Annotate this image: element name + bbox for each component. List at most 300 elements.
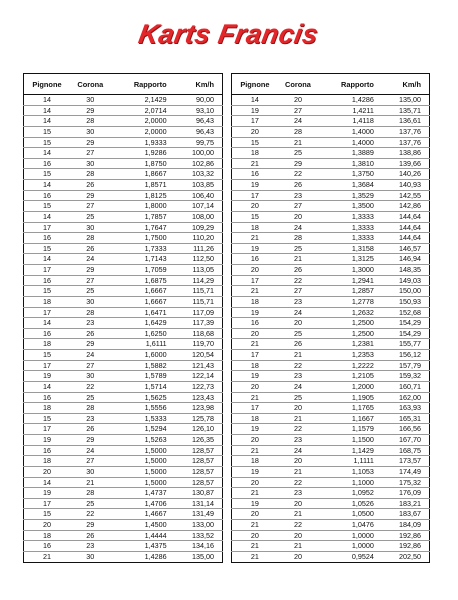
pignone-cell: 21 — [232, 488, 278, 499]
corona-cell: 22 — [278, 360, 318, 371]
pignone-cell: 16 — [24, 328, 71, 339]
rapporto-cell: 1,0526 — [318, 498, 382, 509]
table-row — [232, 509, 430, 520]
table-row — [24, 275, 223, 286]
corona-cell: 26 — [278, 180, 318, 191]
pignone-cell: 17 — [232, 190, 278, 201]
pignone-cell: 18 — [24, 339, 71, 350]
pignone-cell: 15 — [232, 211, 278, 222]
corona-cell: 23 — [278, 371, 318, 382]
table-row — [232, 477, 430, 488]
corona-cell: 30 — [70, 95, 111, 106]
corona-cell: 21 — [70, 477, 111, 488]
corona-cell: 20 — [278, 498, 318, 509]
kmh-cell: 150,93 — [382, 296, 430, 307]
rapporto-cell: 1,0000 — [318, 530, 382, 541]
kmh-cell: 202,50 — [399, 551, 421, 561]
corona-cell: 26 — [70, 243, 111, 254]
corona-cell: 26 — [278, 265, 318, 276]
kmh-cell: 166,56 — [382, 424, 430, 435]
corona-cell: 23 — [278, 296, 318, 307]
kmh-cell: 115,71 — [175, 296, 223, 307]
corona-cell: 28 — [278, 126, 318, 137]
rapporto-cell: 1,3889 — [318, 148, 382, 159]
corona-cell: 30 — [70, 466, 111, 477]
rapporto-cell: 1,2857 — [318, 286, 382, 297]
table-row — [232, 126, 430, 137]
table-row — [232, 530, 430, 541]
pignone-cell: 19 — [232, 424, 278, 435]
table-row — [232, 318, 430, 329]
pignone-cell: 15 — [24, 137, 71, 148]
corona-cell: 23 — [278, 435, 318, 446]
rapporto-cell: 1,8750 — [111, 158, 175, 169]
rapporto-cell: 1,5000 — [111, 466, 175, 477]
table-row — [24, 105, 223, 116]
pignone-cell: 15 — [24, 413, 71, 424]
corona-cell: 24 — [70, 254, 111, 265]
table-row — [24, 424, 223, 435]
kmh-cell: 109,29 — [175, 222, 223, 233]
kmh-cell: 154,29 — [382, 328, 430, 339]
rapporto-cell: 2,0000 — [111, 116, 175, 127]
corona-cell: 24 — [70, 350, 111, 361]
pignone-cell: 14 — [24, 211, 71, 222]
corona-cell: 29 — [70, 105, 111, 116]
rapporto-cell: 1,6667 — [111, 296, 175, 307]
kmh-cell: 106,40 — [175, 190, 223, 201]
pignone-cell: 19 — [24, 371, 71, 382]
kmh-cell: 184,09 — [382, 520, 430, 531]
rapporto-cell: 1,6875 — [111, 275, 175, 286]
rapporto-cell: 1,4375 — [111, 541, 175, 552]
pignone-cell: 20 — [232, 201, 278, 212]
table-row — [24, 509, 223, 520]
rapporto-cell: 1,3750 — [318, 169, 382, 180]
table-row — [232, 296, 430, 307]
kmh-cell: 159,32 — [382, 371, 430, 382]
rapporto-cell: 1,3333 — [318, 211, 382, 222]
rapporto-cell: 2,0000 — [111, 126, 175, 137]
kmh-cell: 131,14 — [175, 498, 223, 509]
rapporto-cell: 0,9524 — [351, 551, 374, 561]
rapporto-cell: 1,2105 — [318, 371, 382, 382]
table-row — [24, 530, 223, 541]
pignone-cell: 14 — [24, 477, 71, 488]
corona-cell: 27 — [278, 105, 318, 116]
kmh-cell: 133,52 — [175, 530, 223, 541]
pignone-cell: 14 — [24, 116, 71, 127]
kmh-cell: 114,29 — [175, 275, 223, 286]
table-row — [24, 339, 223, 350]
kmh-cell: 176,09 — [382, 488, 430, 499]
pignone-cell: 17 — [232, 350, 278, 361]
table-row — [24, 360, 223, 371]
kmh-cell: 163,93 — [382, 403, 430, 414]
corona-cell: 29 — [70, 137, 111, 148]
pignone-cell: 17 — [232, 275, 278, 286]
corona-cell: 24 — [278, 307, 318, 318]
kmh-cell: 142,55 — [382, 190, 430, 201]
rapporto-cell: 2,0714 — [111, 105, 175, 116]
rapporto-cell: 1,2222 — [318, 360, 382, 371]
corona-cell: 25 — [70, 498, 111, 509]
table-row — [24, 350, 223, 361]
kmh-cell: 117,39 — [175, 318, 223, 329]
corona-cell: 29 — [70, 435, 111, 446]
rapporto-cell: 1,8667 — [111, 169, 175, 180]
pignone-cell: 20 — [232, 477, 278, 488]
table-row — [24, 392, 223, 403]
corona-cell: 25 — [278, 148, 318, 159]
corona-cell: 29 — [70, 339, 111, 350]
pignone-cell: 21 — [232, 392, 278, 403]
corona-cell: 28 — [70, 488, 111, 499]
corona-cell: 27 — [278, 286, 318, 297]
table-header-row — [232, 74, 430, 95]
corona-cell: 22 — [278, 275, 318, 286]
table-row — [24, 381, 223, 392]
pignone-cell: 17 — [24, 360, 71, 371]
rapporto-cell: 1,4000 — [318, 126, 382, 137]
kmh-cell: 183,67 — [382, 509, 430, 520]
corona-cell: 25 — [278, 243, 318, 254]
pignone-cell: 19 — [232, 466, 278, 477]
kmh-cell: 149,03 — [382, 275, 430, 286]
rapporto-cell: 1,4706 — [111, 498, 175, 509]
pignone-cell: 19 — [232, 498, 278, 509]
pignone-cell: 14 — [24, 180, 71, 191]
table-row — [24, 307, 223, 318]
rapporto-cell: 1,9286 — [111, 148, 175, 159]
pignone-cell: 17 — [232, 116, 278, 127]
table-row — [24, 318, 223, 329]
rapporto-cell: 1,7333 — [111, 243, 175, 254]
kmh-cell: 103,32 — [175, 169, 223, 180]
kmh-cell: 155,77 — [382, 339, 430, 350]
kmh-cell: 175,32 — [382, 477, 430, 488]
pignone-cell: 18 — [232, 148, 278, 159]
pignone-cell: 18 — [232, 360, 278, 371]
rapporto-cell: 1,3125 — [318, 254, 382, 265]
header-corona: Corona — [278, 74, 318, 95]
rapporto-cell: 1,5000 — [111, 445, 175, 456]
pignone-cell: 21 — [232, 520, 278, 531]
kmh-cell: 183,21 — [382, 498, 430, 509]
pignone-cell: 17 — [232, 403, 278, 414]
table-row — [24, 445, 223, 456]
table-body-right — [232, 95, 430, 563]
pignone-cell: 20 — [232, 530, 278, 541]
kmh-cell: 148,35 — [382, 265, 430, 276]
pignone-cell: 15 — [24, 126, 71, 137]
pignone-cell: 19 — [232, 105, 278, 116]
kmh-cell: 128,57 — [175, 456, 223, 467]
rapporto-cell: 1,3529 — [318, 190, 382, 201]
rapporto-cell: 1,6111 — [111, 339, 175, 350]
corona-cell: 23 — [70, 541, 111, 552]
rapporto-cell: 1,2381 — [318, 339, 382, 350]
corona-cell: 22 — [70, 509, 111, 520]
table-row — [232, 424, 430, 435]
kmh-cell: 152,68 — [382, 307, 430, 318]
pignone-cell: 14 — [24, 254, 71, 265]
header-rapporto: Rapporto — [111, 74, 175, 95]
corona-cell: 30 — [70, 126, 111, 137]
corona-cell: 29 — [278, 158, 318, 169]
kmh-cell: 168,75 — [382, 445, 430, 456]
kmh-cell: 154,29 — [382, 318, 430, 329]
table-row — [232, 254, 430, 265]
kmh-cell: 137,76 — [382, 126, 430, 137]
table-row — [24, 403, 223, 414]
corona-cell: 22 — [278, 424, 318, 435]
rapporto-cell: 1,5625 — [111, 392, 175, 403]
kmh-cell: 160,71 — [382, 381, 430, 392]
corona-cell: 24 — [70, 445, 111, 456]
rapporto-cell: 1,5556 — [111, 403, 175, 414]
corona-cell: 30 — [70, 158, 111, 169]
corona-cell: 30 — [70, 222, 111, 233]
pignone-cell: 17 — [24, 222, 71, 233]
kmh-cell: 93,10 — [175, 105, 223, 116]
table-row — [232, 339, 430, 350]
corona-cell: 26 — [70, 530, 111, 541]
rapporto-cell: 1,4667 — [111, 509, 175, 520]
pignone-cell: 18 — [24, 296, 71, 307]
kmh-cell: 139,66 — [382, 158, 430, 169]
kmh-cell: 157,79 — [382, 360, 430, 371]
table-row — [232, 392, 430, 403]
kmh-cell: 135,71 — [382, 105, 430, 116]
kmh-cell: 115,71 — [175, 286, 223, 297]
rapporto-cell: 1,3810 — [318, 158, 382, 169]
rapporto-cell: 1,4286 — [144, 551, 167, 561]
rapporto-cell: 1,6471 — [111, 307, 175, 318]
kmh-cell: 162,00 — [382, 392, 430, 403]
pignone-cell: 15 — [232, 137, 278, 148]
corona-cell: 29 — [70, 520, 111, 531]
table-row — [232, 222, 430, 233]
table-row — [232, 201, 430, 212]
pignone-cell: 21 — [232, 158, 278, 169]
pignone-cell: 16 — [232, 318, 278, 329]
corona-cell: 23 — [70, 318, 111, 329]
rapporto-cell: 1,1667 — [318, 413, 382, 424]
pignone-cell: 16 — [24, 190, 71, 201]
kmh-cell: 192,86 — [382, 530, 430, 541]
pignone-cell: 17 — [24, 498, 71, 509]
kmh-cell: 108,00 — [175, 211, 223, 222]
table-row — [24, 233, 223, 244]
rapporto-cell: 1,1905 — [318, 392, 382, 403]
rapporto-cell: 2,1429 — [111, 95, 175, 106]
table-row — [24, 222, 223, 233]
table-row — [24, 180, 223, 191]
rapporto-cell: 1,5333 — [111, 413, 175, 424]
rapporto-cell: 1,2941 — [318, 275, 382, 286]
rapporto-cell: 1,8000 — [111, 201, 175, 212]
table-header-row — [24, 74, 223, 95]
kmh-cell: 140,26 — [382, 169, 430, 180]
pignone-cell: 19 — [24, 488, 71, 499]
kmh-cell: 103,85 — [175, 180, 223, 191]
pignone-cell: 18 — [24, 403, 71, 414]
rapporto-cell: 1,0476 — [318, 520, 382, 531]
corona-cell: 21 — [278, 509, 318, 520]
table-row — [232, 435, 430, 446]
rapporto-cell: 1,6250 — [111, 328, 175, 339]
corona-cell: 24 — [278, 116, 318, 127]
rapporto-cell: 1,2500 — [318, 318, 382, 329]
kmh-cell: 102,86 — [175, 158, 223, 169]
table-row — [232, 190, 430, 201]
table-row — [232, 498, 430, 509]
pignone-cell: 14 — [232, 95, 278, 106]
table-row — [232, 233, 430, 244]
pignone-cell: 21 — [232, 339, 278, 350]
table-row — [24, 371, 223, 382]
pignone-cell: 20 — [24, 520, 71, 531]
pignone-cell: 19 — [24, 435, 71, 446]
corona-cell: 21 — [278, 413, 318, 424]
kmh-cell: 119,70 — [175, 339, 223, 350]
rapporto-cell: 1,7059 — [111, 265, 175, 276]
pignone-cell: 16 — [232, 169, 278, 180]
pignone-cell: 21 — [232, 233, 278, 244]
kmh-cell: 131,49 — [175, 509, 223, 520]
table-row — [232, 360, 430, 371]
table-row — [232, 456, 430, 467]
rapporto-cell: 1,3333 — [318, 233, 382, 244]
rapporto-cell: 1,8125 — [111, 190, 175, 201]
corona-cell: 26 — [70, 328, 111, 339]
corona-cell: 27 — [70, 456, 111, 467]
pignone-cell: 19 — [232, 243, 278, 254]
corona-cell: 23 — [278, 488, 318, 499]
corona-cell: 28 — [70, 403, 111, 414]
pignone-cell: 20 — [232, 328, 278, 339]
pignone-cell: 16 — [24, 445, 71, 456]
pignone-cell: 14 — [24, 318, 71, 329]
kmh-cell: 174,49 — [382, 466, 430, 477]
rapporto-cell: 1,5000 — [111, 477, 175, 488]
rapporto-cell: 1,8571 — [111, 180, 175, 191]
pignone-cell: 16 — [24, 158, 71, 169]
table-row — [24, 148, 223, 159]
corona-cell: 22 — [278, 477, 318, 488]
kmh-cell: 118,68 — [175, 328, 223, 339]
table-row — [24, 265, 223, 276]
kmh-cell: 100,00 — [175, 148, 223, 159]
pignone-cell: 15 — [24, 286, 71, 297]
rapporto-cell: 1,5000 — [111, 456, 175, 467]
rapporto-cell: 1,7143 — [111, 254, 175, 265]
table-row — [232, 381, 430, 392]
corona-cell: 22 — [70, 381, 111, 392]
gear-ratio-table-left — [23, 73, 223, 563]
rapporto-cell: 1,4500 — [111, 520, 175, 531]
kmh-cell: 128,57 — [175, 477, 223, 488]
rapporto-cell: 1,3684 — [318, 180, 382, 191]
kmh-cell: 121,43 — [175, 360, 223, 371]
table-row — [24, 126, 223, 137]
kmh-cell: 135,00 — [192, 551, 214, 561]
corona-cell: 25 — [70, 286, 111, 297]
corona-cell: 23 — [70, 413, 111, 424]
kmh-cell: 96,43 — [175, 126, 223, 137]
rapporto-cell: 1,2778 — [318, 296, 382, 307]
pignone-cell: 18 — [232, 456, 278, 467]
corona-cell: 25 — [70, 392, 111, 403]
table-row — [24, 158, 223, 169]
pignone-cell: 20 — [232, 126, 278, 137]
table-row — [24, 243, 223, 254]
pignone-cell: 14 — [24, 105, 71, 116]
corona-cell: 21 — [278, 137, 318, 148]
pignone-cell: 18 — [232, 413, 278, 424]
kmh-cell: 130,87 — [175, 488, 223, 499]
corona-cell: 30 — [70, 371, 111, 382]
table-row — [232, 169, 430, 180]
header-pignone: Pignone — [232, 74, 278, 95]
rapporto-cell: 1,1765 — [318, 403, 382, 414]
table-row — [232, 137, 430, 148]
table-row — [24, 551, 223, 562]
corona-cell: 23 — [278, 190, 318, 201]
rapporto-cell: 1,2500 — [318, 328, 382, 339]
table-row — [24, 477, 223, 488]
pignone-cell: 18 — [232, 296, 278, 307]
kmh-cell: 146,94 — [382, 254, 430, 265]
table-row — [24, 201, 223, 212]
rapporto-cell: 1,5263 — [111, 435, 175, 446]
corona-cell: 20 — [278, 318, 318, 329]
table-row — [232, 243, 430, 254]
corona-cell: 24 — [278, 381, 318, 392]
rapporto-cell: 1,6429 — [111, 318, 175, 329]
rapporto-cell: 1,1053 — [318, 466, 382, 477]
pignone-cell: 15 — [24, 350, 71, 361]
pignone-cell: 21 — [250, 551, 259, 561]
pignone-cell: 15 — [24, 243, 71, 254]
kmh-cell: 165,31 — [382, 413, 430, 424]
rapporto-cell: 1,5789 — [111, 371, 175, 382]
pignone-cell: 16 — [232, 254, 278, 265]
table-row — [232, 265, 430, 276]
table-row — [24, 137, 223, 148]
table-row — [24, 190, 223, 201]
corona-cell: 28 — [278, 233, 318, 244]
rapporto-cell: 1,1111 — [318, 456, 382, 467]
table-row — [232, 328, 430, 339]
kmh-cell: 137,76 — [382, 137, 430, 148]
kmh-cell: 107,14 — [175, 201, 223, 212]
pignone-cell: 21 — [232, 541, 278, 552]
pignone-cell: 16 — [24, 275, 71, 286]
header-kmh: Km/h — [382, 74, 430, 95]
kmh-cell: 134,16 — [175, 541, 223, 552]
rapporto-cell: 1,0500 — [318, 509, 382, 520]
kmh-cell: 126,10 — [175, 424, 223, 435]
pignone-cell: 16 — [24, 233, 71, 244]
rapporto-cell: 1,1500 — [318, 435, 382, 446]
kmh-cell: 144,64 — [382, 211, 430, 222]
corona-cell: 28 — [70, 233, 111, 244]
gear-ratio-table-right — [231, 73, 430, 563]
kmh-cell: 110,20 — [175, 233, 223, 244]
kmh-cell: 142,86 — [382, 201, 430, 212]
